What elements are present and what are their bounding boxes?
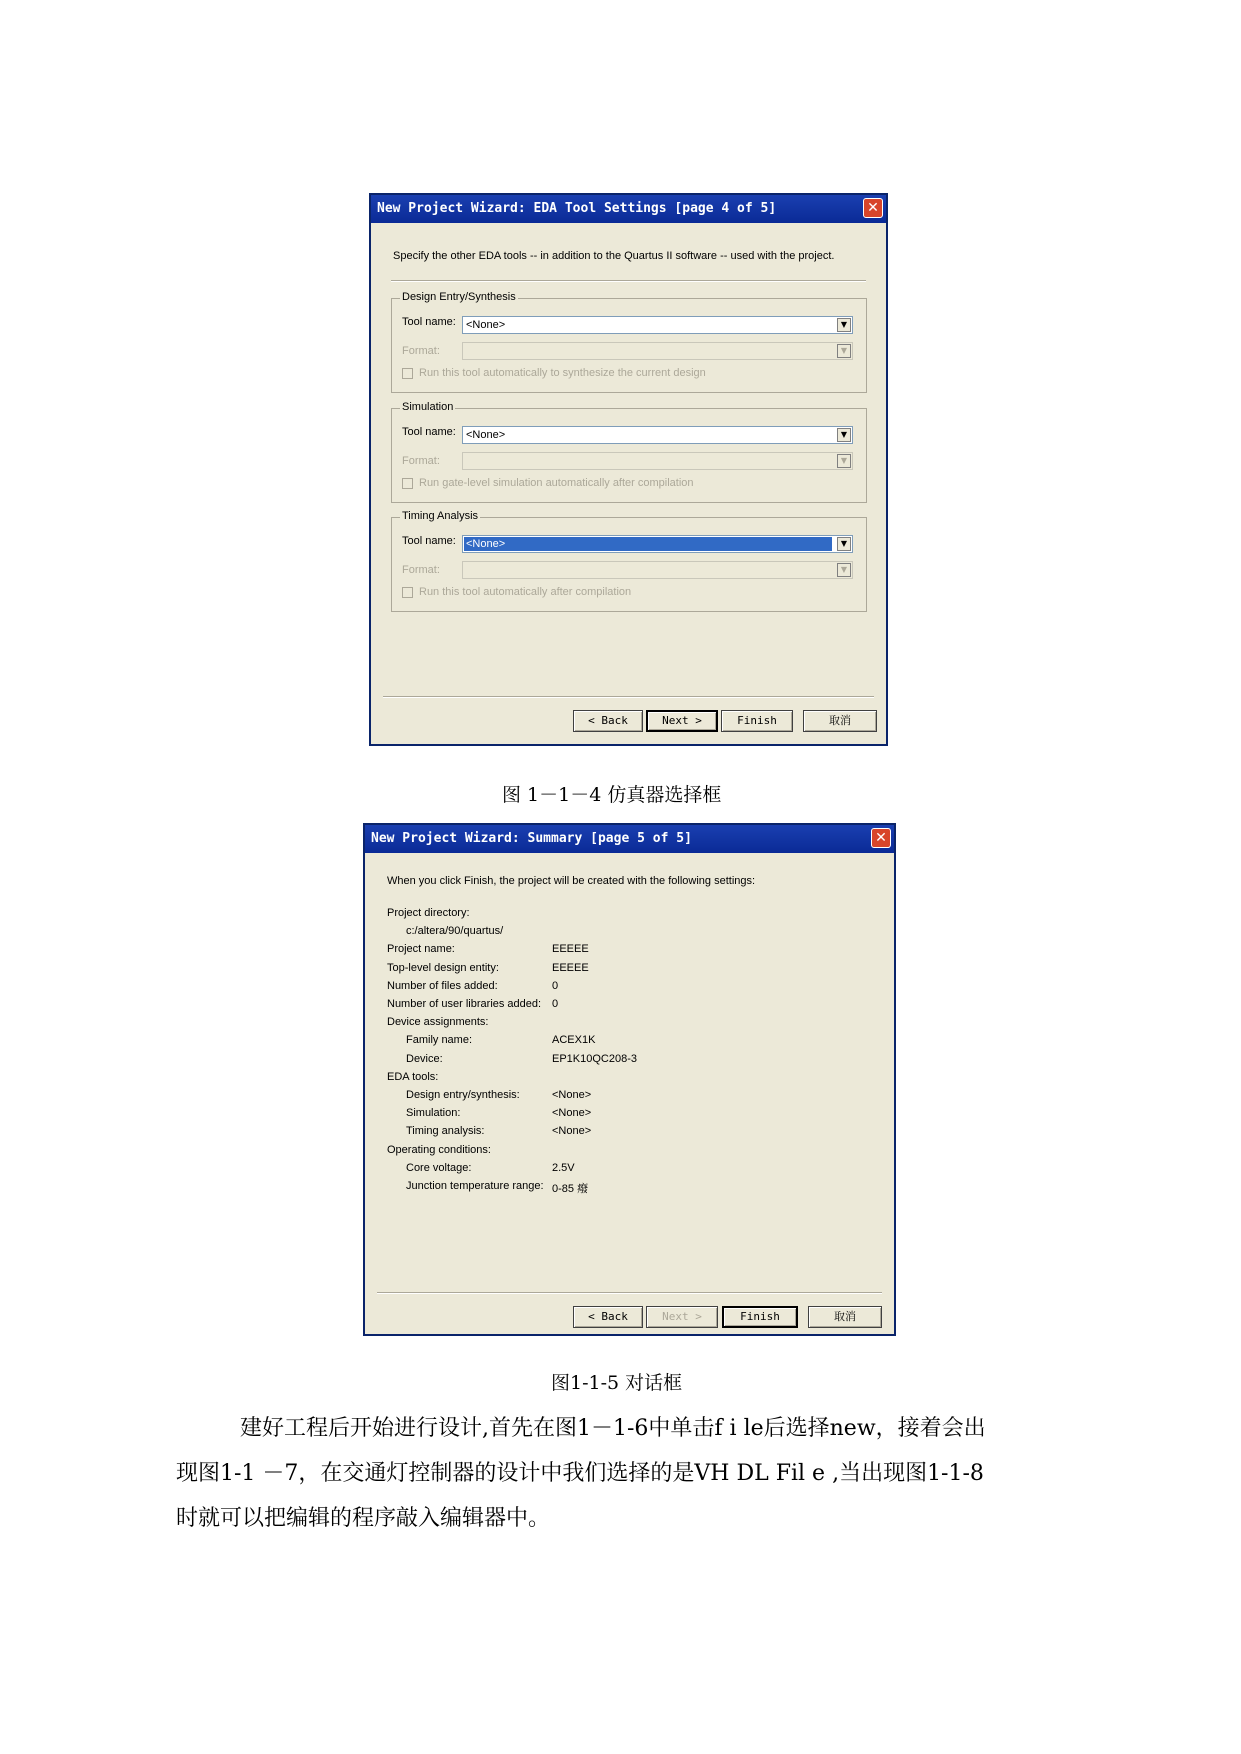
group-timing-analysis: [391, 510, 867, 612]
divider: [383, 696, 874, 698]
summary-row-label: Project name:: [387, 943, 455, 956]
summary-row-value: ACEX1K: [552, 1034, 596, 1047]
intro-text: When you click Finish, the project will be created with the following settings:: [387, 875, 756, 887]
format-dropdown: [462, 561, 853, 579]
summary-row-label: Number of user libraries added:: [387, 998, 542, 1010]
body-paragraph-line-1: 建好工程后开始进行设计,首先在图1－1-6中单击f i le后选择new，接着会出: [240, 1416, 986, 1441]
format-label: Format:: [402, 345, 440, 357]
tool-name-dropdown[interactable]: [462, 316, 853, 334]
tool-name-label: Tool name:: [402, 426, 456, 438]
close-icon[interactable]: ✕: [871, 828, 891, 848]
group-simulation: [391, 401, 867, 503]
summary-row-value: <None>: [552, 1089, 592, 1101]
summary-row-label: c:/altera/90/quartus/: [406, 925, 504, 938]
tool-name-label: Tool name:: [402, 316, 456, 328]
cancel-button[interactable]: 取消: [808, 1306, 882, 1328]
format-dropdown: [462, 452, 853, 470]
checkbox-label: Run this tool automatically after compilation: [419, 586, 632, 598]
summary-row-label: Design entry/synthesis:: [406, 1089, 520, 1101]
back-button[interactable]: < Back: [573, 710, 643, 732]
summary-row-value: <None>: [552, 1107, 592, 1120]
summary-row-value: 2.5V: [552, 1161, 575, 1174]
summary-row-value: 0: [552, 998, 559, 1010]
group-design-entry: [391, 291, 867, 393]
summary-row-value: <None>: [552, 1125, 592, 1138]
summary-dialog: [363, 823, 896, 1336]
cancel-button[interactable]: 取消: [803, 710, 877, 732]
next-button[interactable]: Next >: [646, 710, 718, 732]
figure-caption-1: 图 1－1－4 仿真器选择框: [502, 784, 722, 806]
chevron-down-icon[interactable]: ▼: [837, 428, 851, 442]
back-button[interactable]: < Back: [573, 1306, 643, 1328]
group-title: Design Entry/Synthesis: [402, 291, 516, 303]
checkbox-label: Run this tool automatically to synthesize the current design: [419, 367, 706, 379]
tool-name-value: <None>: [466, 429, 506, 441]
tool-name-value: <None>: [464, 537, 832, 551]
dialog-title-bar[interactable]: [365, 825, 894, 853]
divider: [391, 280, 866, 282]
summary-row-label: Device assignments:: [387, 1016, 489, 1029]
group-title: Timing Analysis: [402, 510, 479, 522]
summary-row-value: EEEEE: [552, 943, 589, 956]
summary-row-label: Family name:: [406, 1034, 473, 1047]
summary-row-label: Project directory:: [387, 907, 470, 919]
tool-name-label: Tool name:: [402, 535, 456, 547]
summary-row-value: EEEEE: [552, 961, 589, 974]
figure-caption-2: 图1-1-5 对话框: [551, 1372, 683, 1394]
tool-name-dropdown[interactable]: [462, 535, 853, 553]
summary-row-label: Operating conditions:: [387, 1143, 491, 1156]
next-button: Next >: [646, 1306, 718, 1328]
dialog-title-bar[interactable]: [371, 195, 886, 223]
chevron-down-icon[interactable]: ▼: [837, 318, 851, 332]
divider: [377, 1292, 882, 1294]
intro-text: Specify the other EDA tools -- in addition to the Quartus II software -- used with the project.: [393, 250, 835, 262]
auto-run-checkbox: [402, 368, 413, 379]
dialog-title: New Project Wizard: Summary [page 5 of 5]: [371, 831, 692, 846]
format-dropdown: [462, 342, 853, 360]
summary-row-value: 0: [552, 979, 559, 992]
summary-row-label: Junction temperature range:: [406, 1180, 544, 1192]
chevron-down-icon: ▼: [837, 454, 851, 468]
dialog-title: New Project Wizard: EDA Tool Settings [page 4 of 5]: [377, 201, 777, 216]
summary-row-value: EP1K10QC208-3: [552, 1052, 637, 1065]
format-label: Format:: [402, 455, 440, 467]
summary-row-label: Simulation:: [406, 1107, 461, 1120]
format-label: Format:: [402, 564, 440, 576]
summary-row-label: Number of files added:: [387, 979, 498, 992]
eda-tool-settings-dialog: [369, 193, 888, 746]
summary-row-label: Core voltage:: [406, 1161, 472, 1174]
body-paragraph-line-3: 时就可以把编辑的程序敲入编辑器中。: [176, 1506, 551, 1531]
tool-name-value: <None>: [466, 319, 506, 331]
summary-row-label: Timing analysis:: [406, 1125, 485, 1138]
chevron-down-icon[interactable]: ▼: [837, 537, 851, 551]
auto-run-checkbox: [402, 587, 413, 598]
finish-button[interactable]: Finish: [722, 1306, 798, 1328]
close-icon[interactable]: ✕: [863, 198, 883, 218]
chevron-down-icon: ▼: [837, 563, 851, 577]
summary-row-value: 0-85 癈: [552, 1183, 589, 1195]
body-paragraph-line-2: 现图1-1 －7，在交通灯控制器的设计中我们选择的是VH DL Fil e ,当出现图1-1-8: [176, 1461, 984, 1486]
group-title: Simulation: [402, 401, 454, 413]
auto-run-checkbox: [402, 478, 413, 489]
chevron-down-icon: ▼: [837, 344, 851, 358]
summary-row-label: Top-level design entity:: [387, 961, 499, 974]
summary-row-label: EDA tools:: [387, 1070, 439, 1083]
tool-name-dropdown[interactable]: [462, 426, 853, 444]
finish-button[interactable]: Finish: [721, 710, 793, 732]
summary-row-label: Device:: [406, 1052, 443, 1065]
checkbox-label: Run gate-level simulation automatically after compilation: [419, 477, 694, 489]
